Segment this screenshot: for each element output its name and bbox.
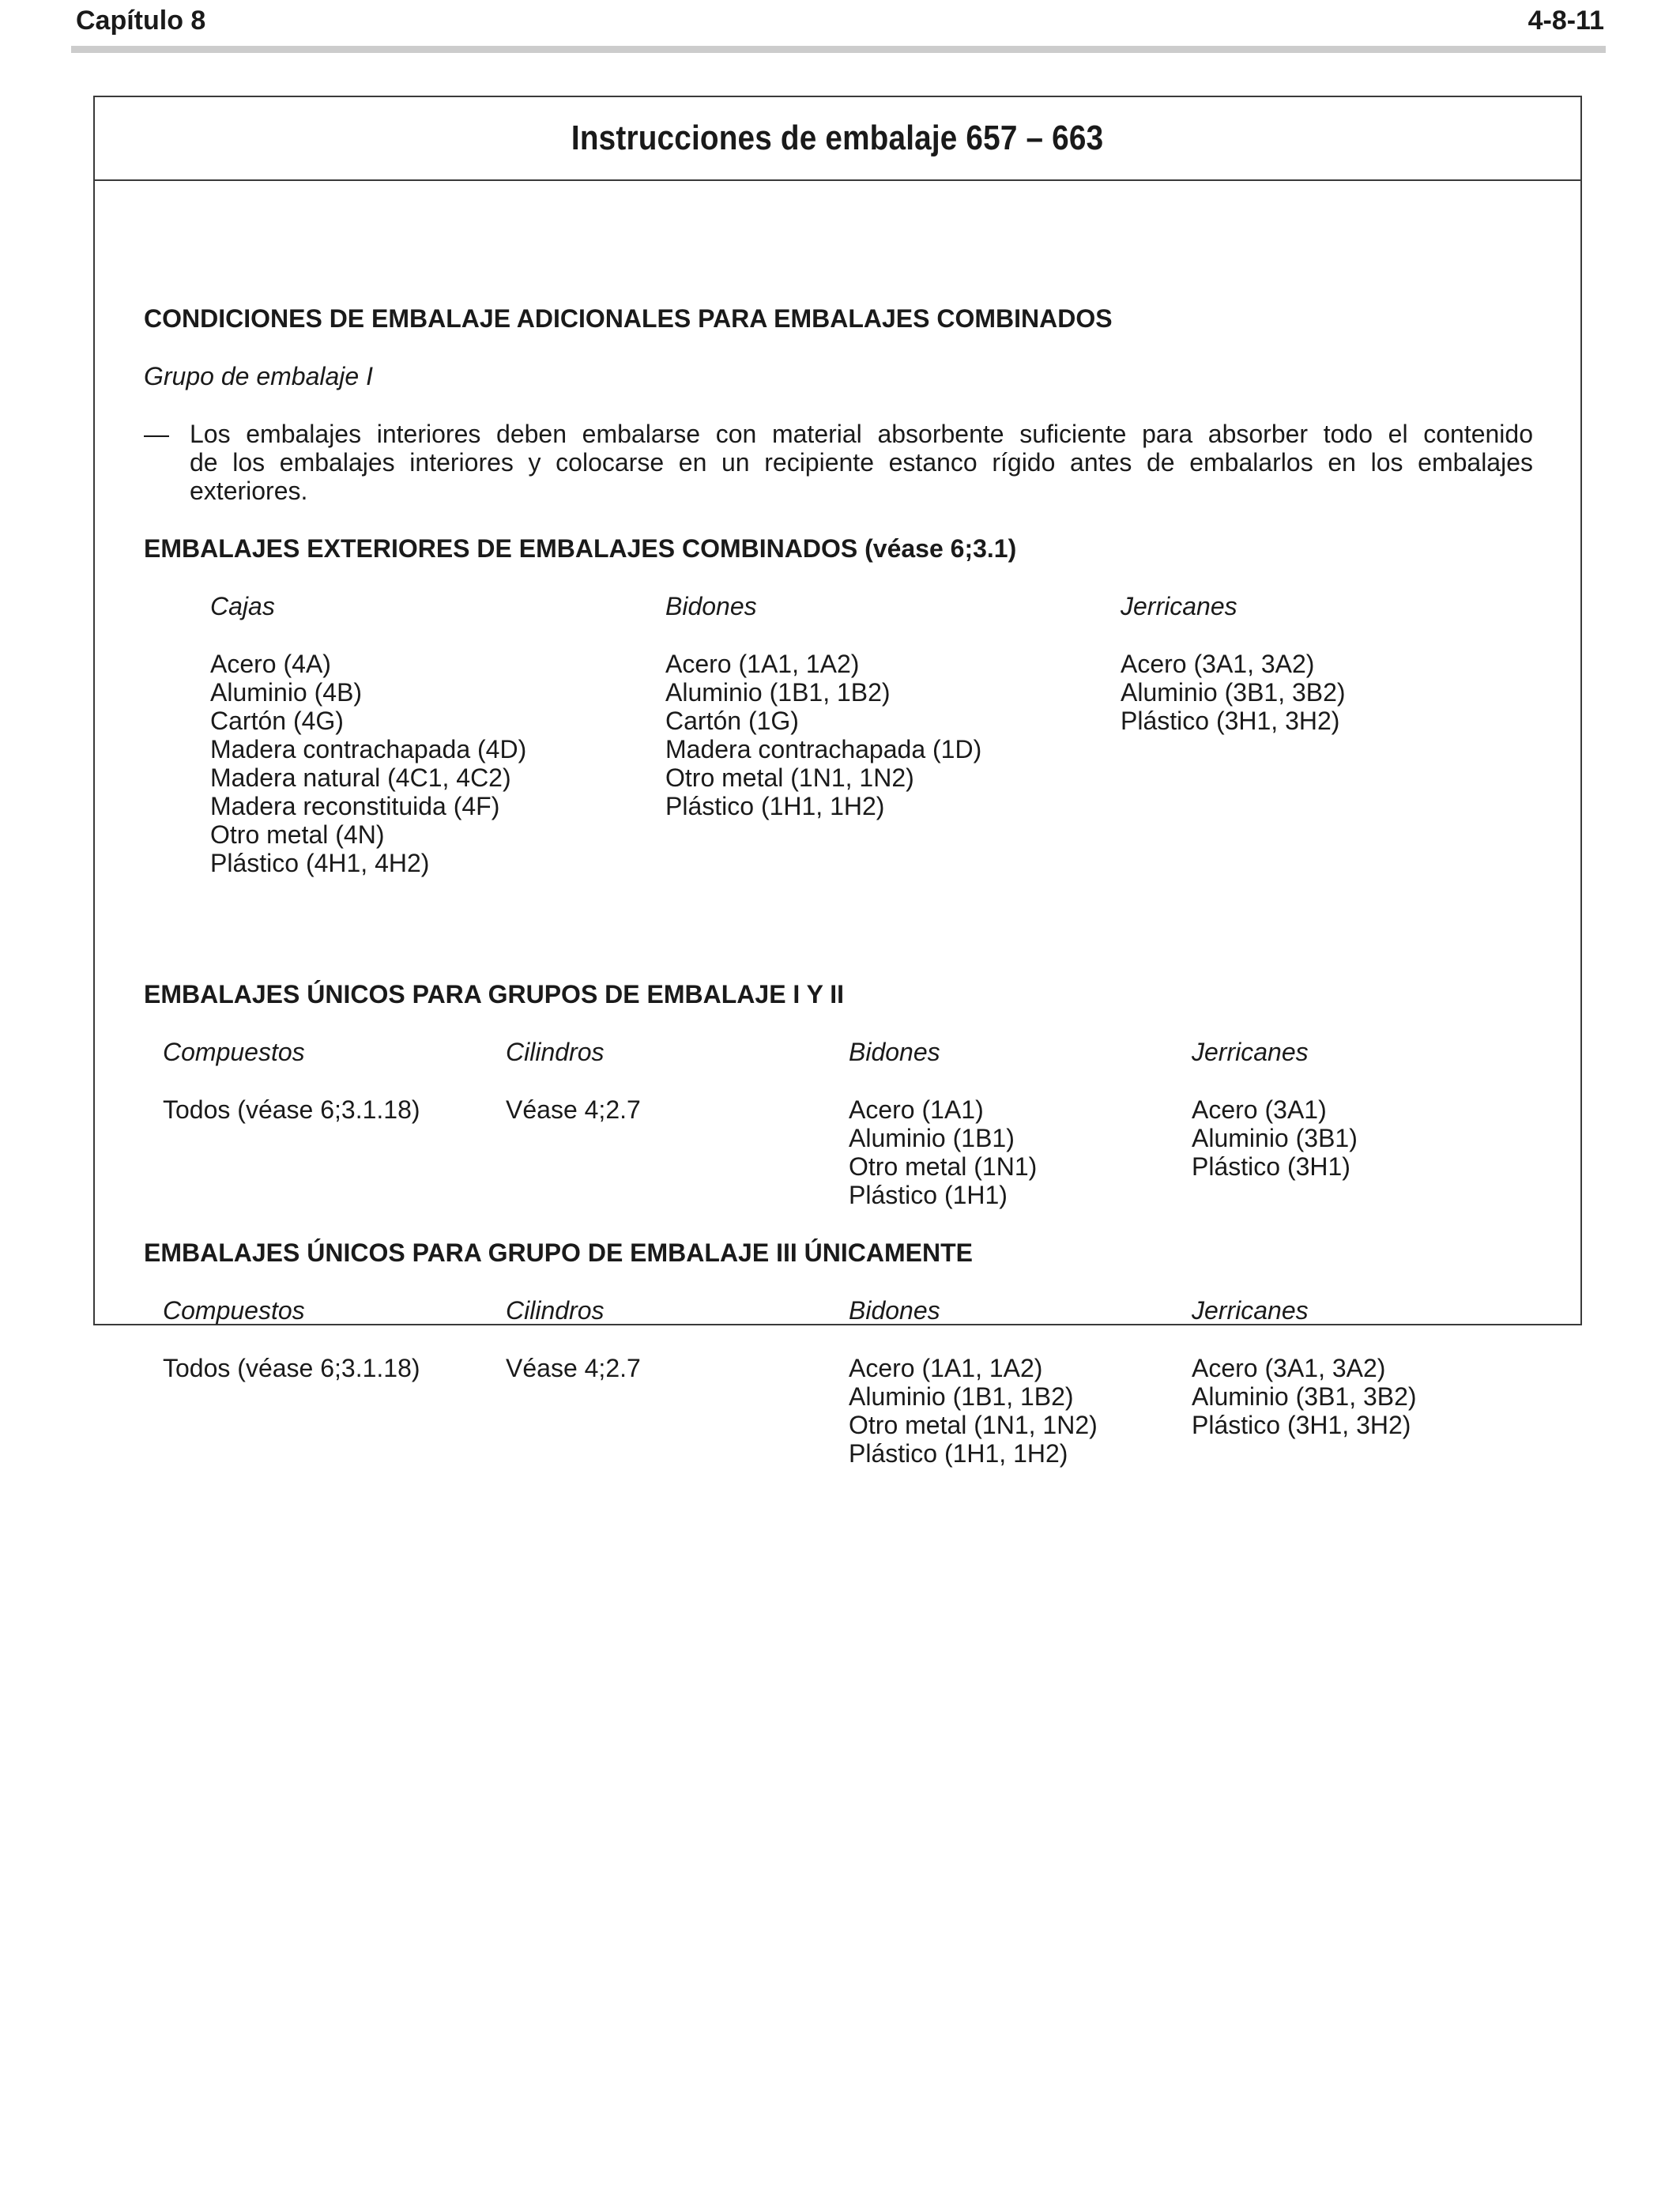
list-item: Acero (3A1) <box>1192 1095 1327 1124</box>
paragraph-line-3: exteriores. <box>190 477 308 505</box>
s3-col-jerricanes-list <box>1192 1354 1417 1439</box>
s12-col-compuestos-title: Compuestos <box>163 1038 305 1066</box>
list-item: Madera reconstituida (4F) <box>210 792 500 820</box>
bullet-dash: — <box>144 420 169 448</box>
list-item: Todos (véase 6;3.1.18) <box>163 1095 420 1124</box>
list-item: Plástico (3H1) <box>1192 1152 1350 1181</box>
list-item: Plástico (3H1, 3H2) <box>1121 707 1340 735</box>
list-item: Acero (4A) <box>210 650 331 678</box>
list-item: Otro metal (1N1, 1N2) <box>849 1411 1098 1439</box>
list-item: Plástico (3H1, 3H2) <box>1192 1411 1411 1439</box>
single-1-2-heading: EMBALAJES ÚNICOS PARA GRUPOS DE EMBALAJE I Y II <box>144 980 845 1008</box>
outer-col-cajas-title: Cajas <box>210 592 275 620</box>
s3-col-cilindros-list <box>506 1354 641 1382</box>
box-title: Instrucciones de embalaje 657 – 663 <box>571 119 1104 157</box>
s3-col-compuestos-title: Compuestos <box>163 1296 305 1325</box>
list-item: Madera contrachapada (4D) <box>210 735 527 763</box>
outer-col-cajas-list <box>210 650 526 877</box>
list-item: Acero (3A1, 3A2) <box>1121 650 1315 678</box>
list-item: Aluminio (4B) <box>210 678 363 707</box>
s12-col-cilindros-list <box>506 1095 641 1124</box>
list-item: Cartón (4G) <box>210 707 344 735</box>
packing-instructions-box <box>93 96 1582 1468</box>
list-item: Todos (véase 6;3.1.18) <box>163 1354 420 1382</box>
list-item: Aluminio (3B1, 3B2) <box>1192 1382 1417 1411</box>
paragraph-line-2 <box>190 448 1533 477</box>
list-item: Acero (1A1) <box>849 1095 984 1124</box>
conditions-heading: CONDICIONES DE EMBALAJE ADICIONALES PARA EMBALAJES COMBINADOS <box>144 304 1113 333</box>
s12-col-compuestos-list <box>163 1095 420 1124</box>
list-item: Otro metal (4N) <box>210 820 385 849</box>
list-item: Otro metal (1N1) <box>849 1152 1038 1181</box>
group-label: Grupo de embalaje I <box>144 362 373 390</box>
list-item: Aluminio (1B1, 1B2) <box>849 1382 1074 1411</box>
list-item: Acero (1A1, 1A2) <box>665 650 860 678</box>
s12-col-bidones-list <box>849 1095 1037 1209</box>
single-3-heading: EMBALAJES ÚNICOS PARA GRUPO DE EMBALAJE III ÚNICAMENTE <box>144 1238 973 1267</box>
list-item: Plástico (1H1, 1H2) <box>849 1439 1068 1468</box>
list-item: Madera contrachapada (1D) <box>665 735 982 763</box>
list-item: Plástico (4H1, 4H2) <box>210 849 430 877</box>
list-item: Aluminio (3B1) <box>1192 1124 1358 1152</box>
s3-col-jerricanes-title: Jerricanes <box>1192 1296 1309 1325</box>
box-title-bar <box>95 97 1580 181</box>
paragraph-line-1-text: Los embalajes interiores deben embalarse con material absorbente suficiente para absorber todo el contenido <box>190 420 1533 448</box>
list-item: Véase 4;2.7 <box>506 1354 641 1382</box>
chapter-label: Capítulo 8 <box>76 6 206 36</box>
outer-heading: EMBALAJES EXTERIORES DE EMBALAJES COMBINADOS (véase 6;3.1) <box>144 534 1017 563</box>
list-item: Plástico (1H1) <box>849 1181 1008 1209</box>
s12-col-jerricanes-list <box>1192 1095 1358 1181</box>
s12-col-cilindros-title: Cilindros <box>506 1038 605 1066</box>
list-item: Otro metal (1N1, 1N2) <box>665 763 914 792</box>
s3-col-cilindros-title: Cilindros <box>506 1296 605 1325</box>
header-rule <box>71 46 1606 53</box>
list-item: Aluminio (1B1, 1B2) <box>665 678 891 707</box>
outer-col-jerricanes-title: Jerricanes <box>1121 592 1237 620</box>
list-item: Cartón (1G) <box>665 707 799 735</box>
list-item: Véase 4;2.7 <box>506 1095 641 1124</box>
paragraph-line-1 <box>190 420 1533 448</box>
outer-col-bidones-title: Bidones <box>665 592 757 620</box>
s3-col-bidones-list <box>849 1354 1098 1468</box>
outer-col-jerricanes-list <box>1121 650 1346 735</box>
outer-col-bidones-list <box>665 650 981 820</box>
list-item: Plástico (1H1, 1H2) <box>665 792 885 820</box>
list-item: Acero (3A1, 3A2) <box>1192 1354 1386 1382</box>
s3-col-bidones-title: Bidones <box>849 1296 940 1325</box>
list-item: Madera natural (4C1, 4C2) <box>210 763 511 792</box>
page-number: 4-8-11 <box>1527 6 1604 36</box>
list-item: Aluminio (1B1) <box>849 1124 1015 1152</box>
s12-col-jerricanes-title: Jerricanes <box>1192 1038 1309 1066</box>
s12-col-bidones-title: Bidones <box>849 1038 940 1066</box>
paragraph-line-2-text: de los embalajes interiores y colocarse en un recipiente estanco rígido antes de embalarlos en los embalajes <box>190 448 1533 477</box>
list-item: Aluminio (3B1, 3B2) <box>1121 678 1346 707</box>
s3-col-compuestos-list <box>163 1354 420 1382</box>
list-item: Acero (1A1, 1A2) <box>849 1354 1043 1382</box>
